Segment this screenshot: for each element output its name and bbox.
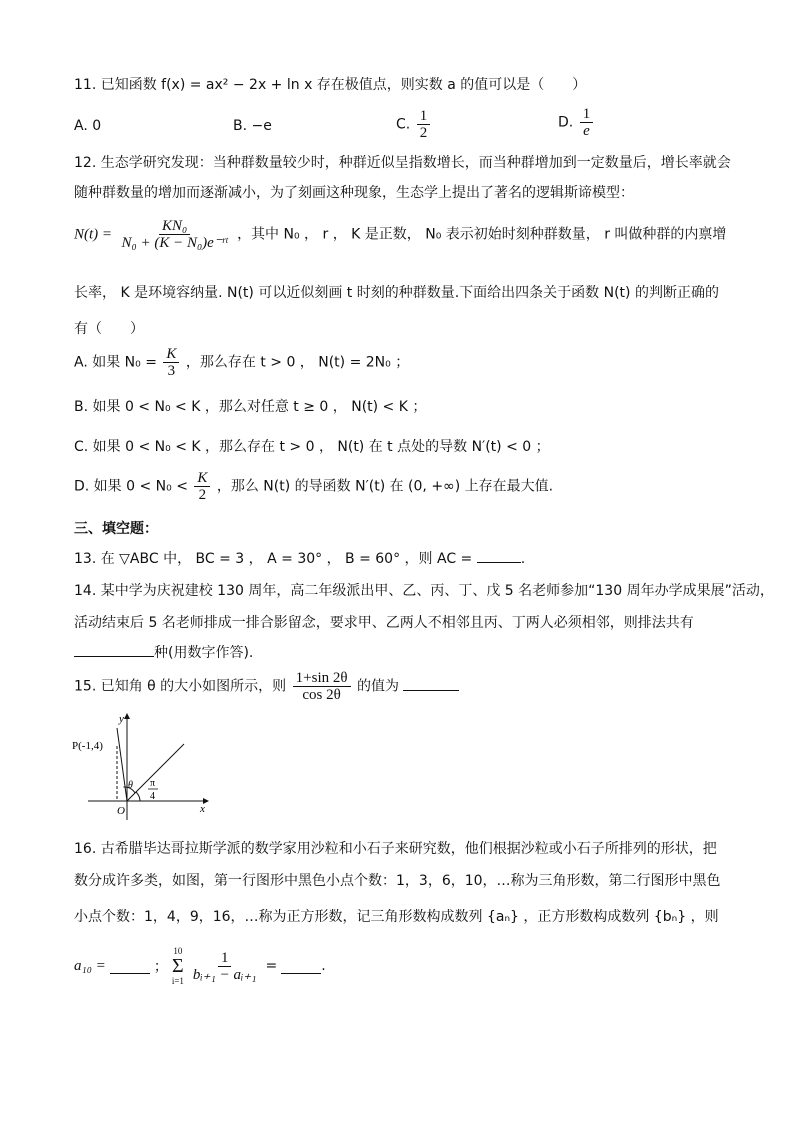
q12-option-d-fraction: $\frac{K}{2}$ [194,470,210,503]
q12-option-b: B. 如果 0 < N₀ < K ，那么对任意 t ≥ 0 ， N(t) < K ； [74,399,427,415]
q11-option-a: A. 0 [74,118,102,134]
section-heading: 三、填空题： [74,521,158,537]
pi4-arc [136,792,140,801]
q11-option-d: D. $\frac{1}{e}$ [558,106,595,139]
q14-line-2: 活动结束后 5 名老师排成一排合影留念，要求甲、乙两人不相邻且丙、丁两人必须相邻，则排法共有 [74,615,694,631]
angle-pi-label: π [150,778,156,789]
q15-figure [70,708,220,826]
q16-line-3: 小点个数：1，4，9，16，…称为正方形数，记三角形数构成数列 {aₙ} ，正方形数构成数列 {bₙ} ，则 [74,909,719,925]
theta-label: θ [128,780,133,791]
q11-stem: 11. 已知函数 f(x) = ax² − 2x + ln x 存在极值点，则实数 a 的值可以是（ ） [74,77,587,93]
q12-option-c: C. 如果 0 < N₀ < K ，那么存在 t > 0 ， N(t) 在 t 点处的导数 N′(t) < 0 ； [74,439,550,455]
q11-option-d-fraction: $\frac{1}{e}$ [580,106,594,139]
q16-sum-fraction: $\frac{1}{\text{bᵢ₊₁ − aᵢ₊₁}}$ [192,949,257,983]
q12-option-d: D. 如果 0 < N₀ < $\frac{K}{2}$ ，那么 N(t) 的导函数 N′(t) 在 (0, +∞) 上存在最大值. [74,470,554,503]
q12-line-4: 长率， K 是环境容纳量. N(t) 可以近似刻画 t 时刻的种群数量.下面给出四条关于函数 N(t) 的判断正确的 [74,285,719,301]
q12-line-2: 随种群数量的增加而逐渐减小，为了刻画这种现象，生态学上提出了著名的逻辑斯谛模型： [74,185,634,201]
q12-line-5: 有（ ） [74,321,144,337]
q16-line-2: 数分成许多类，如图，第一行图形中黑色小点个数：1，3，6，10，…称为三角形数，第二行图形中黑色 [74,873,721,889]
ray-45deg [127,744,184,801]
point-p-label: P(-1,4) [72,740,103,752]
q12-formula-fraction: $\frac{\text{KN₀}}{\text{N₀ + (K − N₀)e⁻ʳᵗ}}$ [121,218,228,251]
q11-option-c: C. $\frac{1}{2}$ [396,108,432,141]
origin-label: O [117,805,125,817]
x-axis-label: x [200,803,205,815]
q16-line-1: 16. 古希腊毕达哥拉斯学派的数学家用沙粒和小石子来研究数，他们根据沙粒或小石子所排列的形状，把 [74,841,717,857]
q16-a10-blank[interactable] [110,959,150,974]
q13-answer-blank[interactable] [477,548,521,563]
terminal-ray-p [117,728,127,801]
q12-formula-line [74,218,726,251]
q12-line-1: 12. 生态学研究发现：当种群数量较少时，种群近似呈指数增长，而当种群增加到一定数量后，增长率就会 [74,155,731,171]
q15-text: 15. 已知角 θ 的大小如图所示，则 $\frac{1+\sin 2\theta}{\cos 2\theta}$ 的值为 [74,670,459,703]
q11-option-b: B. −e [233,118,272,134]
q16-sum: 10 Σ i=1 [171,946,184,986]
q14-line-1: 14. 某中学为庆祝建校 130 周年，高二年级派出甲、乙、丙、丁、戊 5 名老师参加“130 周年办学成果展”活动， [74,583,774,599]
q11-option-c-fraction: $\frac{1}{2}$ [417,108,431,141]
q13-text: 13. 在 ▽ABC 中， BC = 3 ， A = 30° ， B = 60° ，则 AC = . [74,548,525,568]
angle-four-label: 4 [150,791,155,802]
q12-formula-lhs: N(t) = [74,226,113,243]
q15-fraction: $\frac{1+\sin 2\theta}{\cos 2\theta}$ [293,670,351,703]
q16-sum-blank[interactable] [281,959,321,974]
q12-option-a: A. 如果 N₀ = $\frac{K}{3}$ ，那么存在 t > 0 ， N(t) = 2N₀ ； [74,346,410,379]
q14-line-3: 种(用数字作答). [74,642,253,662]
q15-answer-blank[interactable] [403,676,459,691]
q12-option-a-fraction: $\frac{K}{3}$ [163,346,179,379]
q14-answer-blank[interactable] [74,642,154,657]
q12-formula-after: ，其中 N₀ ， r ， K 是正数， N₀ 表示初始时刻种群数量， r 叫做种群的内禀增 [237,226,727,243]
q16-answers: a₁₀ = ； 10 Σ i=1 $\frac{1}{\text{bᵢ₊₁ − aᵢ₊₁}}$ = . [74,946,326,986]
y-axis-label: y [119,713,124,725]
